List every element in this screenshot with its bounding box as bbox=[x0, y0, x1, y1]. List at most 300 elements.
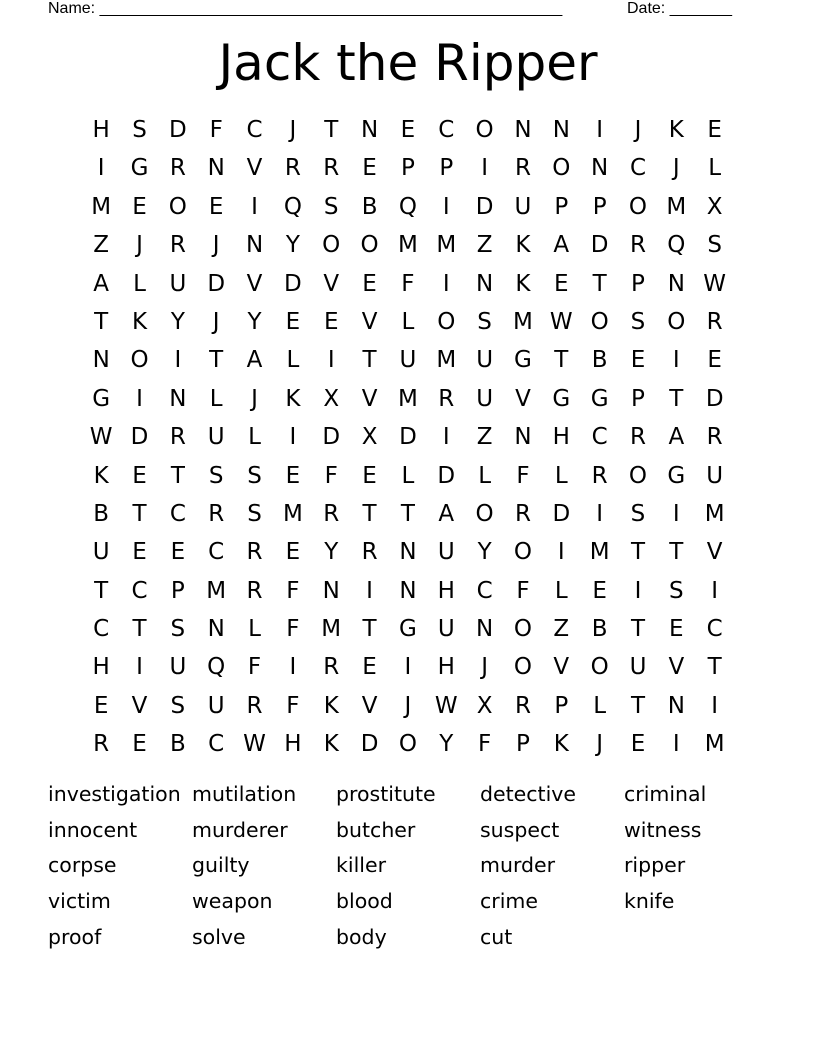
grid-row bbox=[82, 533, 734, 571]
grid-letter: E bbox=[93, 692, 109, 719]
name-field-label: Name: ____________________________________________________ bbox=[48, 0, 563, 17]
word-bank-item: blood bbox=[336, 889, 393, 914]
grid-letter: Z bbox=[476, 424, 493, 451]
grid-letter: U bbox=[207, 424, 225, 451]
grid-letter: L bbox=[248, 424, 261, 451]
grid-letter: N bbox=[476, 616, 494, 643]
grid-letter: M bbox=[704, 500, 725, 527]
grid-letter: E bbox=[362, 654, 377, 681]
grid-letter: P bbox=[400, 155, 415, 182]
grid-row bbox=[82, 648, 734, 686]
grid-letter: R bbox=[706, 308, 723, 335]
grid-letter: T bbox=[630, 539, 646, 566]
grid-letter: T bbox=[669, 385, 684, 412]
grid-row bbox=[82, 725, 734, 763]
grid-letter: N bbox=[207, 155, 225, 182]
word-bank-row bbox=[48, 920, 768, 956]
grid-letter: R bbox=[361, 539, 378, 566]
grid-letter: M bbox=[91, 193, 112, 220]
grid-letter: M bbox=[704, 731, 725, 758]
grid-letter: U bbox=[514, 193, 532, 220]
grid-letter: D bbox=[705, 385, 724, 412]
grid-letter: R bbox=[169, 155, 186, 182]
grid-letter: T bbox=[170, 462, 185, 489]
grid-letter: E bbox=[554, 270, 569, 297]
grid-letter: R bbox=[93, 731, 110, 758]
grid-letter: C bbox=[208, 731, 225, 758]
grid-letter: D bbox=[437, 462, 456, 489]
word-bank-item: proof bbox=[48, 924, 102, 949]
word-bank-row bbox=[48, 848, 768, 884]
grid-letter: O bbox=[513, 616, 532, 643]
grid-letter: E bbox=[132, 462, 147, 489]
grid-letter: W bbox=[89, 424, 113, 451]
grid-letter: V bbox=[553, 654, 570, 681]
date-field-label: Date: _______ bbox=[627, 0, 732, 17]
grid-letter: M bbox=[397, 232, 418, 259]
grid-letter: N bbox=[476, 270, 494, 297]
grid-letter: F bbox=[286, 692, 300, 719]
grid-letter: G bbox=[130, 155, 149, 182]
grid-letter: T bbox=[94, 577, 109, 604]
word-bank-item: detective bbox=[480, 782, 577, 806]
grid-letter: F bbox=[247, 654, 262, 681]
grid-letter: E bbox=[362, 462, 377, 489]
grid-letter: N bbox=[245, 232, 264, 259]
grid-letter: M bbox=[436, 347, 457, 374]
word-bank-item: investigation bbox=[48, 782, 181, 806]
grid-letter: N bbox=[514, 424, 532, 451]
grid-row bbox=[82, 341, 734, 379]
grid-letter: G bbox=[514, 347, 532, 374]
grid-letter: E bbox=[285, 308, 301, 335]
grid-letter: D bbox=[399, 424, 417, 451]
grid-letter: I bbox=[711, 692, 719, 719]
grid-letter: N bbox=[360, 117, 379, 143]
grid-letter: T bbox=[94, 308, 109, 335]
grid-letter: X bbox=[706, 193, 723, 220]
grid-letter: K bbox=[515, 232, 531, 259]
grid-letter: T bbox=[132, 616, 147, 643]
grid-letter: M bbox=[589, 539, 610, 566]
grid-letter: E bbox=[630, 731, 646, 758]
grid-letter: K bbox=[515, 270, 531, 297]
grid-letter: D bbox=[475, 193, 494, 220]
grid-letter: O bbox=[513, 654, 532, 681]
grid-letter: N bbox=[399, 577, 417, 604]
grid-letter: J bbox=[634, 117, 642, 143]
word-bank-row bbox=[48, 884, 768, 920]
grid-letter: V bbox=[361, 308, 378, 335]
grid-letter: C bbox=[131, 577, 148, 604]
grid-letter: I bbox=[711, 577, 719, 604]
grid-letter: V bbox=[246, 155, 263, 182]
grid-letter: C bbox=[246, 117, 263, 143]
grid-letter: O bbox=[513, 539, 532, 566]
grid-letter: L bbox=[401, 462, 415, 489]
grid-letter: T bbox=[324, 117, 339, 143]
grid-letter: T bbox=[362, 500, 377, 527]
grid-letter: T bbox=[362, 347, 377, 374]
word-bank-item: victim bbox=[48, 889, 111, 914]
grid-letter: O bbox=[475, 117, 494, 143]
letter-grid bbox=[82, 111, 734, 764]
grid-letter: R bbox=[629, 232, 646, 259]
grid-row bbox=[82, 418, 734, 456]
grid-letter: I bbox=[634, 577, 642, 604]
grid-letter: T bbox=[400, 500, 415, 527]
grid-letter: W bbox=[703, 270, 727, 297]
grid-letter: K bbox=[93, 462, 109, 489]
word-bank-item: criminal bbox=[624, 782, 707, 806]
grid-letter: U bbox=[169, 654, 187, 681]
grid-letter: T bbox=[554, 347, 569, 374]
grid-letter: Y bbox=[285, 232, 300, 259]
grid-letter: L bbox=[401, 308, 415, 335]
grid-letter: F bbox=[401, 270, 415, 297]
grid-letter: D bbox=[207, 270, 226, 297]
grid-letter: S bbox=[247, 462, 262, 489]
grid-row bbox=[82, 610, 734, 648]
grid-letter: T bbox=[669, 539, 684, 566]
grid-letter: H bbox=[284, 731, 302, 758]
grid-letter: U bbox=[706, 462, 724, 489]
grid-letter: O bbox=[168, 193, 187, 220]
grid-letter: O bbox=[475, 500, 494, 527]
grid-letter: Z bbox=[553, 616, 570, 643]
grid-letter: V bbox=[131, 692, 148, 719]
grid-letter: V bbox=[246, 270, 263, 297]
grid-letter: R bbox=[169, 232, 186, 259]
grid-letter: E bbox=[362, 270, 377, 297]
grid-letter: W bbox=[434, 692, 458, 719]
grid-row bbox=[82, 380, 734, 418]
grid-letter: J bbox=[481, 654, 488, 681]
grid-letter: N bbox=[92, 347, 110, 374]
grid-letter: D bbox=[322, 424, 341, 451]
word-bank-item: killer bbox=[336, 853, 386, 878]
grid-row bbox=[82, 687, 734, 725]
word-bank-item: corpse bbox=[48, 853, 117, 878]
grid-letter: A bbox=[246, 347, 263, 374]
grid-letter: R bbox=[169, 424, 186, 451]
grid-letter: O bbox=[628, 193, 648, 220]
grid-letter: I bbox=[136, 654, 143, 681]
grid-letter: I bbox=[136, 385, 143, 412]
grid-letter: U bbox=[476, 385, 494, 412]
grid-letter: T bbox=[209, 347, 224, 374]
grid-letter: L bbox=[133, 270, 146, 297]
grid-letter: I bbox=[557, 539, 565, 566]
word-bank-item: mutilation bbox=[192, 782, 297, 806]
grid-letter: S bbox=[477, 308, 492, 335]
grid-letter: R bbox=[208, 500, 225, 527]
grid-letter: R bbox=[246, 539, 263, 566]
grid-letter: A bbox=[438, 500, 455, 527]
word-bank-item: body bbox=[336, 924, 387, 949]
grid-letter: F bbox=[209, 117, 223, 143]
grid-letter: T bbox=[707, 654, 722, 681]
grid-letter: U bbox=[437, 616, 455, 643]
grid-letter: H bbox=[437, 577, 455, 604]
grid-letter: H bbox=[437, 654, 455, 681]
grid-letter: O bbox=[552, 155, 571, 182]
word-bank-item: witness bbox=[624, 817, 702, 842]
grid-letter: I bbox=[596, 117, 604, 143]
grid-letter: F bbox=[516, 462, 530, 489]
word-bank-item: knife bbox=[624, 889, 675, 914]
grid-letter: H bbox=[92, 654, 110, 681]
grid-letter: I bbox=[481, 155, 488, 182]
grid-letter: D bbox=[169, 117, 187, 143]
grid-letter: R bbox=[629, 424, 646, 451]
grid-letter: V bbox=[668, 654, 685, 681]
grid-letter: C bbox=[208, 539, 225, 566]
grid-letter: J bbox=[212, 308, 220, 335]
grid-letter: E bbox=[285, 539, 301, 566]
grid-letter: T bbox=[630, 616, 646, 643]
grid-letter: V bbox=[706, 539, 723, 566]
grid-letter: T bbox=[592, 270, 607, 297]
grid-letter: D bbox=[130, 424, 149, 451]
grid-letter: R bbox=[284, 155, 301, 182]
grid-letter: K bbox=[323, 692, 339, 719]
grid-letter: I bbox=[251, 193, 258, 220]
grid-letter: A bbox=[668, 424, 685, 451]
grid-letter: R bbox=[591, 462, 608, 489]
grid-letter: S bbox=[707, 232, 722, 259]
grid-letter: Q bbox=[398, 193, 417, 220]
word-bank-row bbox=[48, 777, 768, 813]
grid-letter: R bbox=[438, 385, 455, 412]
word-bank-item: murder bbox=[480, 853, 556, 878]
grid-letter: R bbox=[514, 155, 531, 182]
grid-letter: S bbox=[630, 500, 646, 527]
grid-letter: O bbox=[398, 731, 417, 758]
grid-letter: N bbox=[591, 155, 609, 182]
grid-letter: O bbox=[590, 308, 609, 335]
grid-letter: J bbox=[212, 232, 220, 259]
grid-letter: S bbox=[669, 577, 684, 604]
grid-letter: G bbox=[667, 462, 686, 489]
grid-letter: I bbox=[672, 347, 680, 374]
grid-letter: I bbox=[596, 500, 604, 527]
grid-letter: C bbox=[93, 616, 110, 643]
grid-letter: E bbox=[630, 347, 646, 374]
grid-letter: M bbox=[513, 308, 533, 335]
grid-row bbox=[82, 188, 734, 226]
grid-letter: U bbox=[207, 692, 225, 719]
grid-letter: F bbox=[477, 731, 492, 758]
grid-letter: M bbox=[321, 616, 342, 643]
grid-letter: P bbox=[439, 155, 454, 182]
grid-row bbox=[82, 226, 734, 264]
grid-letter: Q bbox=[667, 232, 686, 259]
grid-letter: S bbox=[170, 616, 186, 643]
grid-letter: E bbox=[707, 117, 722, 143]
grid-letter: N bbox=[667, 270, 685, 297]
grid-letter: V bbox=[323, 270, 340, 297]
word-bank-item: prostitute bbox=[336, 782, 436, 806]
grid-letter: H bbox=[92, 117, 110, 143]
grid-letter: V bbox=[361, 692, 378, 719]
grid-letter: Q bbox=[207, 654, 226, 681]
grid-letter: E bbox=[132, 539, 147, 566]
grid-letter: T bbox=[630, 692, 646, 719]
grid-row bbox=[82, 111, 734, 149]
grid-letter: R bbox=[323, 500, 340, 527]
grid-letter: U bbox=[92, 539, 110, 566]
word-bank-item: cut bbox=[480, 924, 513, 949]
grid-letter: B bbox=[591, 616, 608, 643]
grid-letter: O bbox=[628, 462, 648, 489]
grid-letter: X bbox=[476, 692, 493, 719]
grid-letter: O bbox=[590, 654, 609, 681]
grid-letter: O bbox=[322, 232, 341, 259]
grid-letter: L bbox=[248, 616, 261, 643]
grid-letter: F bbox=[324, 462, 338, 489]
grid-letter: D bbox=[552, 500, 571, 527]
grid-letter: U bbox=[476, 347, 494, 374]
grid-letter: O bbox=[360, 232, 379, 259]
grid-letter: R bbox=[514, 500, 531, 527]
grid-letter: S bbox=[208, 462, 224, 489]
word-bank-item: crime bbox=[480, 889, 538, 914]
grid-letter: I bbox=[366, 577, 373, 604]
grid-letter: D bbox=[360, 731, 379, 758]
grid-letter: V bbox=[515, 385, 531, 412]
grid-letter: X bbox=[361, 424, 378, 451]
grid-letter: C bbox=[169, 500, 186, 527]
grid-letter: O bbox=[437, 308, 456, 335]
grid-letter: N bbox=[552, 117, 570, 143]
grid-letter: L bbox=[286, 347, 300, 374]
grid-letter: D bbox=[284, 270, 302, 297]
grid-letter: L bbox=[593, 692, 607, 719]
word-bank-item: weapon bbox=[192, 889, 273, 914]
word-bank bbox=[48, 777, 768, 955]
grid-letter: N bbox=[169, 385, 187, 412]
grid-letter: C bbox=[591, 424, 608, 451]
grid-letter: E bbox=[669, 616, 684, 643]
grid-letter: Y bbox=[247, 308, 262, 335]
grid-row bbox=[82, 572, 734, 610]
grid-letter: M bbox=[397, 385, 418, 412]
grid-letter: I bbox=[672, 731, 680, 758]
grid-letter: E bbox=[362, 155, 377, 182]
grid-row bbox=[82, 265, 734, 303]
grid-letter: T bbox=[132, 500, 147, 527]
grid-letter: P bbox=[554, 193, 569, 220]
grid-letter: I bbox=[442, 424, 450, 451]
grid-letter: I bbox=[404, 654, 412, 681]
grid-letter: P bbox=[631, 270, 645, 297]
grid-letter: J bbox=[672, 155, 680, 182]
grid-row bbox=[82, 457, 734, 495]
grid-letter: Y bbox=[439, 731, 454, 758]
grid-letter: K bbox=[323, 731, 339, 758]
grid-letter: R bbox=[706, 424, 723, 451]
grid-letter: O bbox=[130, 347, 149, 374]
grid-letter: F bbox=[516, 577, 530, 604]
grid-letter: E bbox=[323, 308, 339, 335]
grid-letter: E bbox=[170, 539, 186, 566]
grid-letter: N bbox=[667, 692, 685, 719]
grid-letter: I bbox=[289, 424, 297, 451]
grid-letter: U bbox=[629, 654, 647, 681]
grid-letter: C bbox=[476, 577, 493, 604]
word-bank-item: guilty bbox=[192, 853, 250, 878]
word-bank-row bbox=[48, 813, 768, 849]
grid-letter: E bbox=[208, 193, 224, 220]
grid-letter: I bbox=[174, 347, 182, 374]
grid-letter: E bbox=[400, 117, 416, 143]
grid-letter: I bbox=[327, 347, 335, 374]
grid-letter: S bbox=[132, 117, 147, 143]
grid-letter: P bbox=[516, 731, 530, 758]
grid-letter: Z bbox=[93, 232, 110, 259]
grid-letter: S bbox=[630, 308, 646, 335]
grid-letter: I bbox=[442, 270, 450, 297]
grid-letter: R bbox=[323, 155, 340, 182]
grid-letter: M bbox=[282, 500, 303, 527]
grid-letter: X bbox=[323, 385, 340, 412]
grid-letter: C bbox=[629, 155, 647, 182]
grid-letter: N bbox=[207, 616, 225, 643]
grid-letter: J bbox=[251, 385, 258, 412]
grid-letter: B bbox=[93, 500, 110, 527]
word-bank-item: murderer bbox=[192, 817, 288, 842]
grid-letter: K bbox=[668, 117, 684, 143]
grid-letter: B bbox=[591, 347, 608, 374]
grid-letter: R bbox=[246, 577, 263, 604]
grid-letter: A bbox=[553, 232, 570, 259]
grid-letter: W bbox=[243, 731, 266, 758]
grid-letter: S bbox=[247, 500, 262, 527]
grid-letter: J bbox=[289, 117, 297, 143]
grid-letter: U bbox=[399, 347, 417, 374]
grid-letter: Y bbox=[324, 539, 339, 566]
word-bank-item: suspect bbox=[480, 817, 560, 842]
word-bank-item: innocent bbox=[48, 817, 138, 842]
grid-row bbox=[82, 303, 734, 341]
grid-letter: U bbox=[437, 539, 455, 566]
grid-letter: M bbox=[206, 577, 227, 604]
grid-letter: D bbox=[590, 232, 609, 259]
grid-letter: N bbox=[514, 117, 532, 143]
grid-letter: M bbox=[436, 232, 457, 259]
grid-letter: Y bbox=[170, 308, 185, 335]
grid-letter: G bbox=[399, 616, 417, 643]
grid-letter: E bbox=[592, 577, 607, 604]
grid-letter: E bbox=[132, 731, 147, 758]
grid-letter: O bbox=[667, 308, 686, 335]
grid-letter: N bbox=[399, 539, 417, 566]
grid-letter: P bbox=[631, 385, 645, 412]
grid-letter: R bbox=[246, 692, 263, 719]
grid-letter: L bbox=[554, 462, 568, 489]
grid-letter: I bbox=[672, 500, 680, 527]
grid-letter: U bbox=[169, 270, 187, 297]
grid-letter: E bbox=[707, 347, 722, 374]
word-bank-item: ripper bbox=[624, 853, 686, 878]
grid-letter: G bbox=[552, 385, 571, 412]
grid-letter: R bbox=[323, 654, 340, 681]
grid-letter: E bbox=[132, 193, 147, 220]
grid-letter: W bbox=[549, 308, 573, 335]
grid-letter: V bbox=[361, 385, 378, 412]
grid-letter: C bbox=[438, 117, 455, 143]
